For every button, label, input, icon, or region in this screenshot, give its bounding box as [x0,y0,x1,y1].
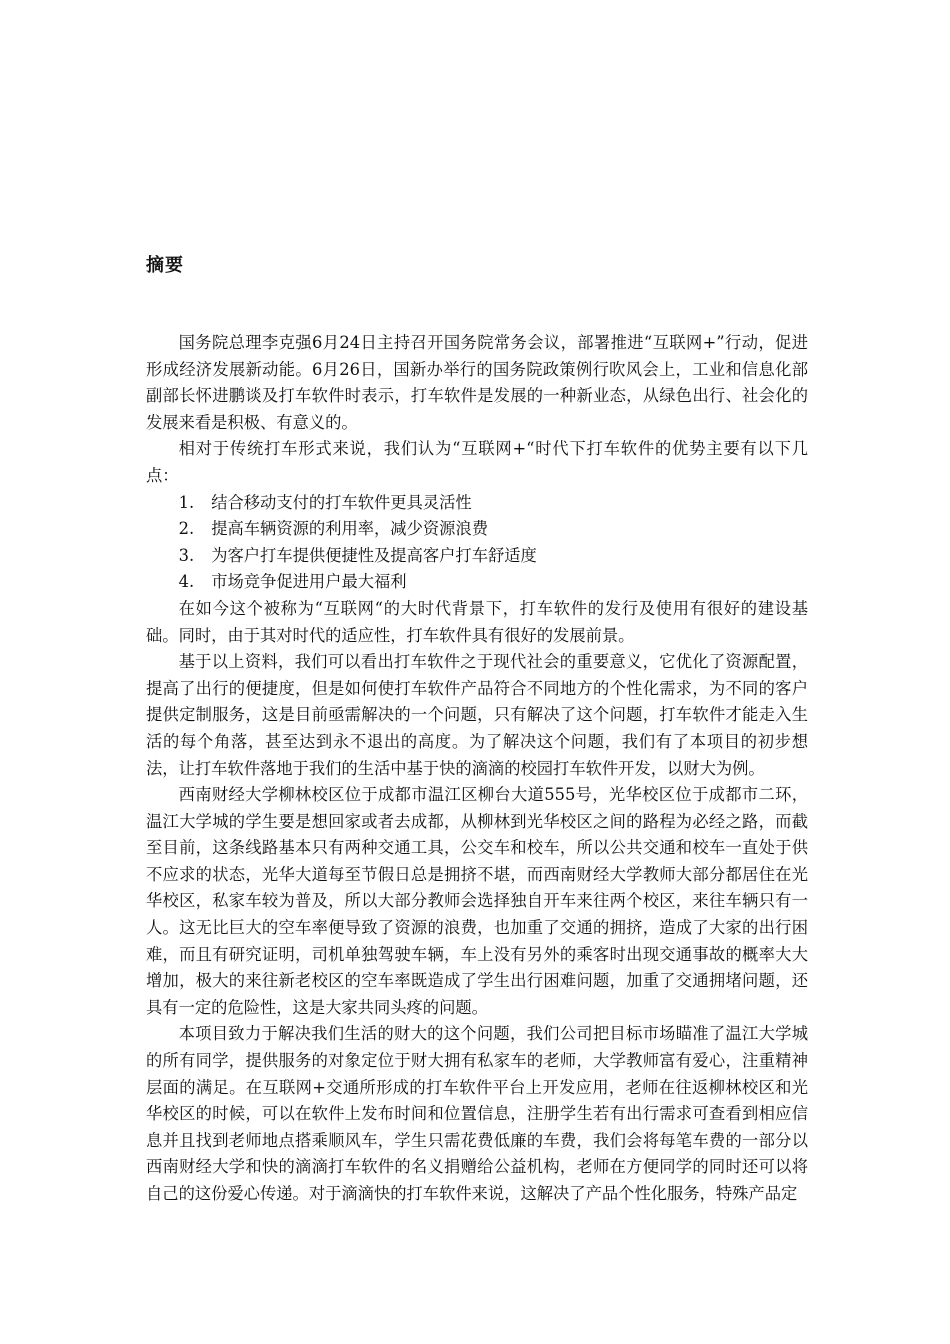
list-item [146,516,808,543]
paragraph-intro: 国务院总理李克强6月24日主持召开国务院常务会议，部署推进“互联网+”行动，促进形成经济发展新动能。6月26日，国新办举行的国务院政策例行吹风会上，工业和信息化部副部长怀进鹏谈及打车软件时表示，打车软件是发展的一种新业态，从绿色出行、社会化的发展来看是积极、有意义的。 [146,333,808,432]
list-item [146,569,808,596]
paragraph-project-goal: 本项目致力于解决我们生活的财大的这个问题，我们公司把目标市场瞄准了温江大学城的所有同学，提供服务的对象定位于财大拥有私家车的老师，大学教师富有爱心，注重精神层面的满足。在互联网+交通所形成的打车软件平台上开发应用，老师在往返柳林校区和光华校区的时候，可以在软件上发布时间和位置信息，注册学生若有出行需求可查看到相应信息并且找到老师地点搭乘顺风车，学生只需花费低廉的车费，我们会将每笔车费的一部分以西南财经大学和快的滴滴打车软件的名义捐赠给公益机构，老师在方便同学的同时还可以将自己的这份爱心传递。对于滴滴快的打车软件来说，这解决了产品个性化服务，特殊产品定 [146,1024,808,1203]
paragraph-campus-situation: 西南财经大学柳林校区位于成都市温江区柳台大道555号，光华校区位于成都市二环，温江大学城的学生要是想回家或者去成都，从柳林到光华校区之间的路程为必经之路，而截至目前，这条线路基本只有两种交通工具，公交车和校车，所以公共交通和校车一直处于供不应求的状态，光华大道每至节假日总是拥挤不堪，而西南财经大学教师大部分都居住在光华校区，私家车较为普及，所以大部分教师会选择独自开车来往两个校区，来往车辆只有一人。这无比巨大的空车率便导致了资源的浪费，也加重了交通的拥挤，造成了大家的出行困难，而且有研究证明，司机单独驾驶车辆，车上没有另外的乘客时出现交通事故的概率大大增加，极大的来往新老校区的空车率既造成了学生出行困难问题，加重了交通拥堵问题，还具有一定的危险性，这是大家共同头疼的问题。 [146,785,808,1017]
abstract-heading: 摘要 [146,255,184,276]
paragraph-advantages-lead: 相对于传统打车形式来说，我们认为“互联网+“时代下打车软件的优势主要有以下几点： [146,439,808,485]
list-item-number: 1. [178,492,195,512]
list-item-text: 结合移动支付的打车软件更具灵活性 [211,492,472,512]
paragraph-era-background: 在如今这个被称为“互联网“的大时代背景下，打车软件的发行及使用有很好的建设基础。同时，由于其对时代的适应性，打车软件具有很好的发展前景。 [146,598,808,645]
list-item-number: 2. [178,519,195,539]
abstract-body [146,330,808,1208]
list-item-text: 市场竞争促进用户最大福利 [211,572,407,592]
list-item [146,490,808,517]
list-item-text: 为客户打车提供便捷性及提高客户打车舒适度 [211,545,537,565]
paragraph-significance: 基于以上资料，我们可以看出打车软件之于现代社会的重要意义，它优化了资源配置，提高了出行的便捷度，但是如何使打车软件产品符合不同地方的个性化需求，为不同的客户提供定制服务，这是目前亟需解决的一个问题，只有解决了这个问题，打车软件才能走入生活的每个角落，甚至达到永不退出的高度。为了解决这个问题，我们有了本项目的初步想法，让打车软件落地于我们的生活中基于快的滴滴的校园打车软件开发，以财大为例。 [146,652,808,778]
list-item [146,543,808,570]
list-item-number: 4. [178,572,195,592]
list-item-text: 提高车辆资源的利用率，减少资源浪费 [211,519,488,539]
list-item-number: 3. [178,545,195,565]
